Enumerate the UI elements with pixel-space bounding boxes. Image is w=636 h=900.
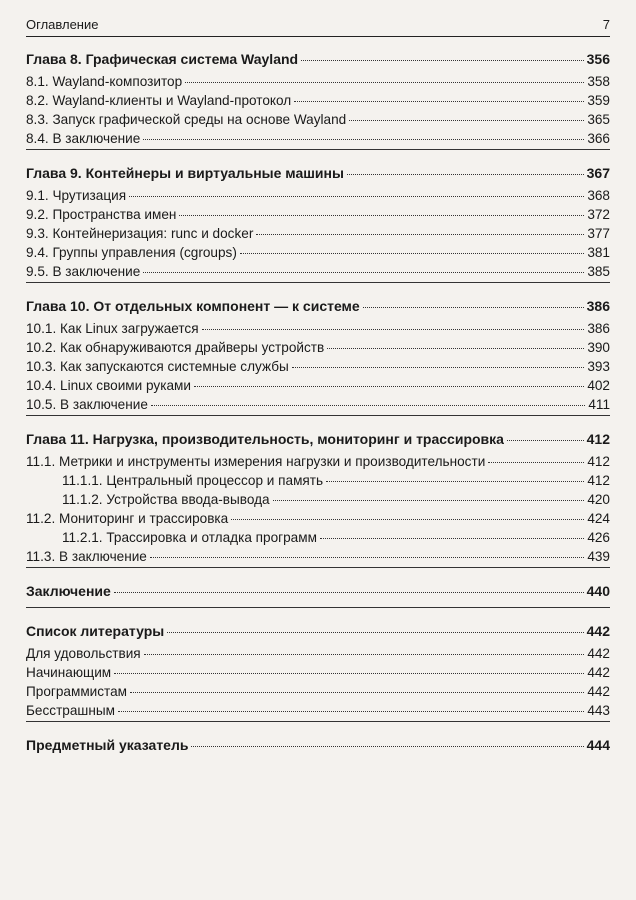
toc-entry-page: 358 bbox=[587, 74, 610, 89]
toc-entry-title: 9.1. Чрутизация bbox=[26, 188, 127, 203]
toc-chapter-entry[interactable] bbox=[26, 428, 610, 450]
toc-entry-title: 10.2. Как обнаруживаются драйверы устройств bbox=[26, 340, 325, 355]
toc-entry-title: 11.1.1. Центральный процессор и память bbox=[62, 473, 324, 488]
toc-subsection-entry[interactable] bbox=[26, 547, 610, 566]
toc-subsection-entry[interactable] bbox=[26, 528, 610, 547]
toc-subsection-entry[interactable] bbox=[26, 490, 610, 509]
toc-entry-page: 442 bbox=[587, 665, 610, 680]
toc-chapter-entry[interactable] bbox=[26, 620, 610, 642]
dot-leader bbox=[194, 386, 584, 387]
toc-subsection-entry[interactable] bbox=[26, 262, 610, 281]
toc-chapter-entry[interactable] bbox=[26, 48, 610, 70]
toc-entry-page: 424 bbox=[587, 511, 610, 526]
dot-leader bbox=[167, 632, 583, 633]
toc-section bbox=[26, 283, 610, 416]
toc-entry-page: 365 bbox=[587, 112, 610, 127]
toc-chapter-entry[interactable] bbox=[26, 734, 610, 756]
toc-subsection-entry[interactable] bbox=[26, 471, 610, 490]
toc-entry-title: 11.2.1. Трассировка и отладка программ bbox=[62, 530, 317, 545]
header-page-number: 7 bbox=[602, 17, 610, 32]
dot-leader bbox=[301, 60, 584, 61]
dot-leader bbox=[488, 462, 584, 463]
dot-leader bbox=[349, 120, 584, 121]
toc-entry-page: 386 bbox=[587, 321, 610, 336]
toc-entry-title: 9.3. Контейнеризация: runc и docker bbox=[26, 226, 254, 241]
toc-subsection-entry[interactable] bbox=[26, 186, 610, 205]
toc-entry-title: 11.2. Мониторинг и трассировка bbox=[26, 511, 229, 526]
toc-entry-page: 412 bbox=[587, 454, 610, 469]
toc-subsection-entry[interactable] bbox=[26, 701, 610, 720]
toc-entry-page: 440 bbox=[586, 583, 610, 599]
dot-leader bbox=[240, 253, 584, 254]
dot-leader bbox=[256, 234, 584, 235]
dot-leader bbox=[114, 673, 584, 674]
running-header bbox=[26, 14, 610, 37]
toc-section bbox=[26, 150, 610, 283]
toc-subsection-entry[interactable] bbox=[26, 682, 610, 701]
dot-leader bbox=[320, 538, 584, 539]
dot-leader bbox=[191, 746, 583, 747]
toc-entry-page: 377 bbox=[587, 226, 610, 241]
toc-entry-title: 8.1. Wayland-композитор bbox=[26, 74, 183, 89]
toc-subsection-entry[interactable] bbox=[26, 395, 610, 414]
toc-entry-title: Заключение bbox=[26, 583, 111, 599]
toc-section bbox=[26, 608, 610, 722]
toc-entry-page: 359 bbox=[587, 93, 610, 108]
toc-section bbox=[26, 36, 610, 150]
dot-leader bbox=[130, 692, 584, 693]
toc-entry-page: 420 bbox=[587, 492, 610, 507]
toc-entry-title: 11.3. В заключение bbox=[26, 549, 147, 564]
toc-entry-page: 366 bbox=[587, 131, 610, 146]
toc-entry-title: Глава 8. Графическая система Wayland bbox=[26, 51, 299, 67]
dot-leader bbox=[144, 654, 585, 655]
toc-entry-title: 9.4. Группы управления (cgroups) bbox=[26, 245, 237, 260]
dot-leader bbox=[273, 500, 585, 501]
toc-entry-page: 393 bbox=[587, 359, 610, 374]
toc-subsection-entry[interactable] bbox=[26, 129, 610, 148]
toc-subsection-entry[interactable] bbox=[26, 243, 610, 262]
toc-subsection-entry[interactable] bbox=[26, 644, 610, 663]
toc-entry-title: 8.2. Wayland-клиенты и Wayland-протокол bbox=[26, 93, 292, 108]
toc-entry-page: 444 bbox=[586, 737, 610, 753]
toc-entry-title: 9.2. Пространства имен bbox=[26, 207, 177, 222]
toc-chapter-entry[interactable] bbox=[26, 295, 610, 317]
toc-entry-title: Глава 10. От отдельных компонент — к системе bbox=[26, 298, 360, 314]
toc-entry-page: 385 bbox=[587, 264, 610, 279]
toc-entry-page: 442 bbox=[586, 623, 610, 639]
dot-leader bbox=[179, 215, 584, 216]
toc-entry-page: 381 bbox=[587, 245, 610, 260]
toc-entry-title: 9.5. В заключение bbox=[26, 264, 141, 279]
toc-entry-title: Предметный указатель bbox=[26, 737, 189, 753]
toc-entry-page: 390 bbox=[587, 340, 610, 355]
toc-entry-page: 367 bbox=[586, 165, 610, 181]
toc-entry-page: 402 bbox=[587, 378, 610, 393]
toc-entry-page: 443 bbox=[587, 703, 610, 718]
toc-chapter-entry[interactable] bbox=[26, 580, 610, 602]
toc-entry-title: Для удовольствия bbox=[26, 646, 141, 661]
toc-subsection-entry[interactable] bbox=[26, 110, 610, 129]
toc-entry-page: 386 bbox=[586, 298, 610, 314]
toc-subsection-entry[interactable] bbox=[26, 72, 610, 91]
toc-entry-page: 442 bbox=[587, 684, 610, 699]
toc-subsection-entry[interactable] bbox=[26, 663, 610, 682]
toc-section bbox=[26, 416, 610, 568]
toc-entry-title: 11.1.2. Устройства ввода-вывода bbox=[62, 492, 270, 507]
toc-entry-page: 356 bbox=[586, 51, 610, 67]
toc-entry-title: 10.3. Как запускаются системные службы bbox=[26, 359, 289, 374]
dot-leader bbox=[507, 440, 584, 441]
dot-leader bbox=[202, 329, 585, 330]
toc-entry-page: 368 bbox=[587, 188, 610, 203]
dot-leader bbox=[363, 307, 584, 308]
toc-entry-title: Список литературы bbox=[26, 623, 165, 639]
toc-subsection-entry[interactable] bbox=[26, 357, 610, 376]
dot-leader bbox=[143, 272, 584, 273]
toc-entry-title: 10.1. Как Linux загружается bbox=[26, 321, 199, 336]
toc-section bbox=[26, 722, 610, 761]
toc-subsection-entry[interactable] bbox=[26, 452, 610, 471]
toc-entry-title: 10.4. Linux своими руками bbox=[26, 378, 191, 393]
toc-entry-page: 411 bbox=[588, 397, 610, 412]
dot-leader bbox=[150, 557, 584, 558]
dot-leader bbox=[151, 405, 585, 406]
dot-leader bbox=[114, 592, 584, 593]
dot-leader bbox=[327, 348, 584, 349]
toc-entry-page: 442 bbox=[587, 646, 610, 661]
header-title: Оглавление bbox=[26, 17, 99, 32]
dot-leader bbox=[292, 367, 585, 368]
dot-leader bbox=[185, 82, 584, 83]
toc-chapter-entry[interactable] bbox=[26, 162, 610, 184]
toc-entry-title: Глава 11. Нагрузка, производительность, мониторинг и трассировка bbox=[26, 431, 504, 447]
toc-entry-page: 412 bbox=[586, 431, 610, 447]
toc-subsection-entry[interactable] bbox=[26, 376, 610, 395]
dot-leader bbox=[294, 101, 584, 102]
table-of-contents bbox=[26, 36, 610, 761]
dot-leader bbox=[129, 196, 584, 197]
dot-leader bbox=[143, 139, 584, 140]
dot-leader bbox=[118, 711, 584, 712]
toc-section bbox=[26, 568, 610, 608]
toc-entry-title: Бесстрашным bbox=[26, 703, 115, 718]
toc-entry-page: 372 bbox=[587, 207, 610, 222]
toc-entry-page: 426 bbox=[587, 530, 610, 545]
toc-entry-page: 412 bbox=[587, 473, 610, 488]
toc-entry-title: 10.5. В заключение bbox=[26, 397, 148, 412]
toc-entry-title: 8.4. В заключение bbox=[26, 131, 141, 146]
toc-entry-page: 439 bbox=[587, 549, 610, 564]
toc-subsection-entry[interactable] bbox=[26, 205, 610, 224]
toc-subsection-entry[interactable] bbox=[26, 319, 610, 338]
toc-subsection-entry[interactable] bbox=[26, 509, 610, 528]
dot-leader bbox=[326, 481, 584, 482]
dot-leader bbox=[347, 174, 584, 175]
toc-entry-title: Программистам bbox=[26, 684, 128, 699]
toc-entry-title: Глава 9. Контейнеры и виртуальные машины bbox=[26, 165, 344, 181]
toc-subsection-entry[interactable] bbox=[26, 224, 610, 243]
toc-subsection-entry[interactable] bbox=[26, 91, 610, 110]
toc-subsection-entry[interactable] bbox=[26, 338, 610, 357]
toc-entry-title: 8.3. Запуск графической среды на основе Wayland bbox=[26, 112, 347, 127]
toc-entry-title: Начинающим bbox=[26, 665, 112, 680]
dot-leader bbox=[231, 519, 584, 520]
toc-entry-title: 11.1. Метрики и инструменты измерения нагрузки и производительности bbox=[26, 454, 486, 469]
